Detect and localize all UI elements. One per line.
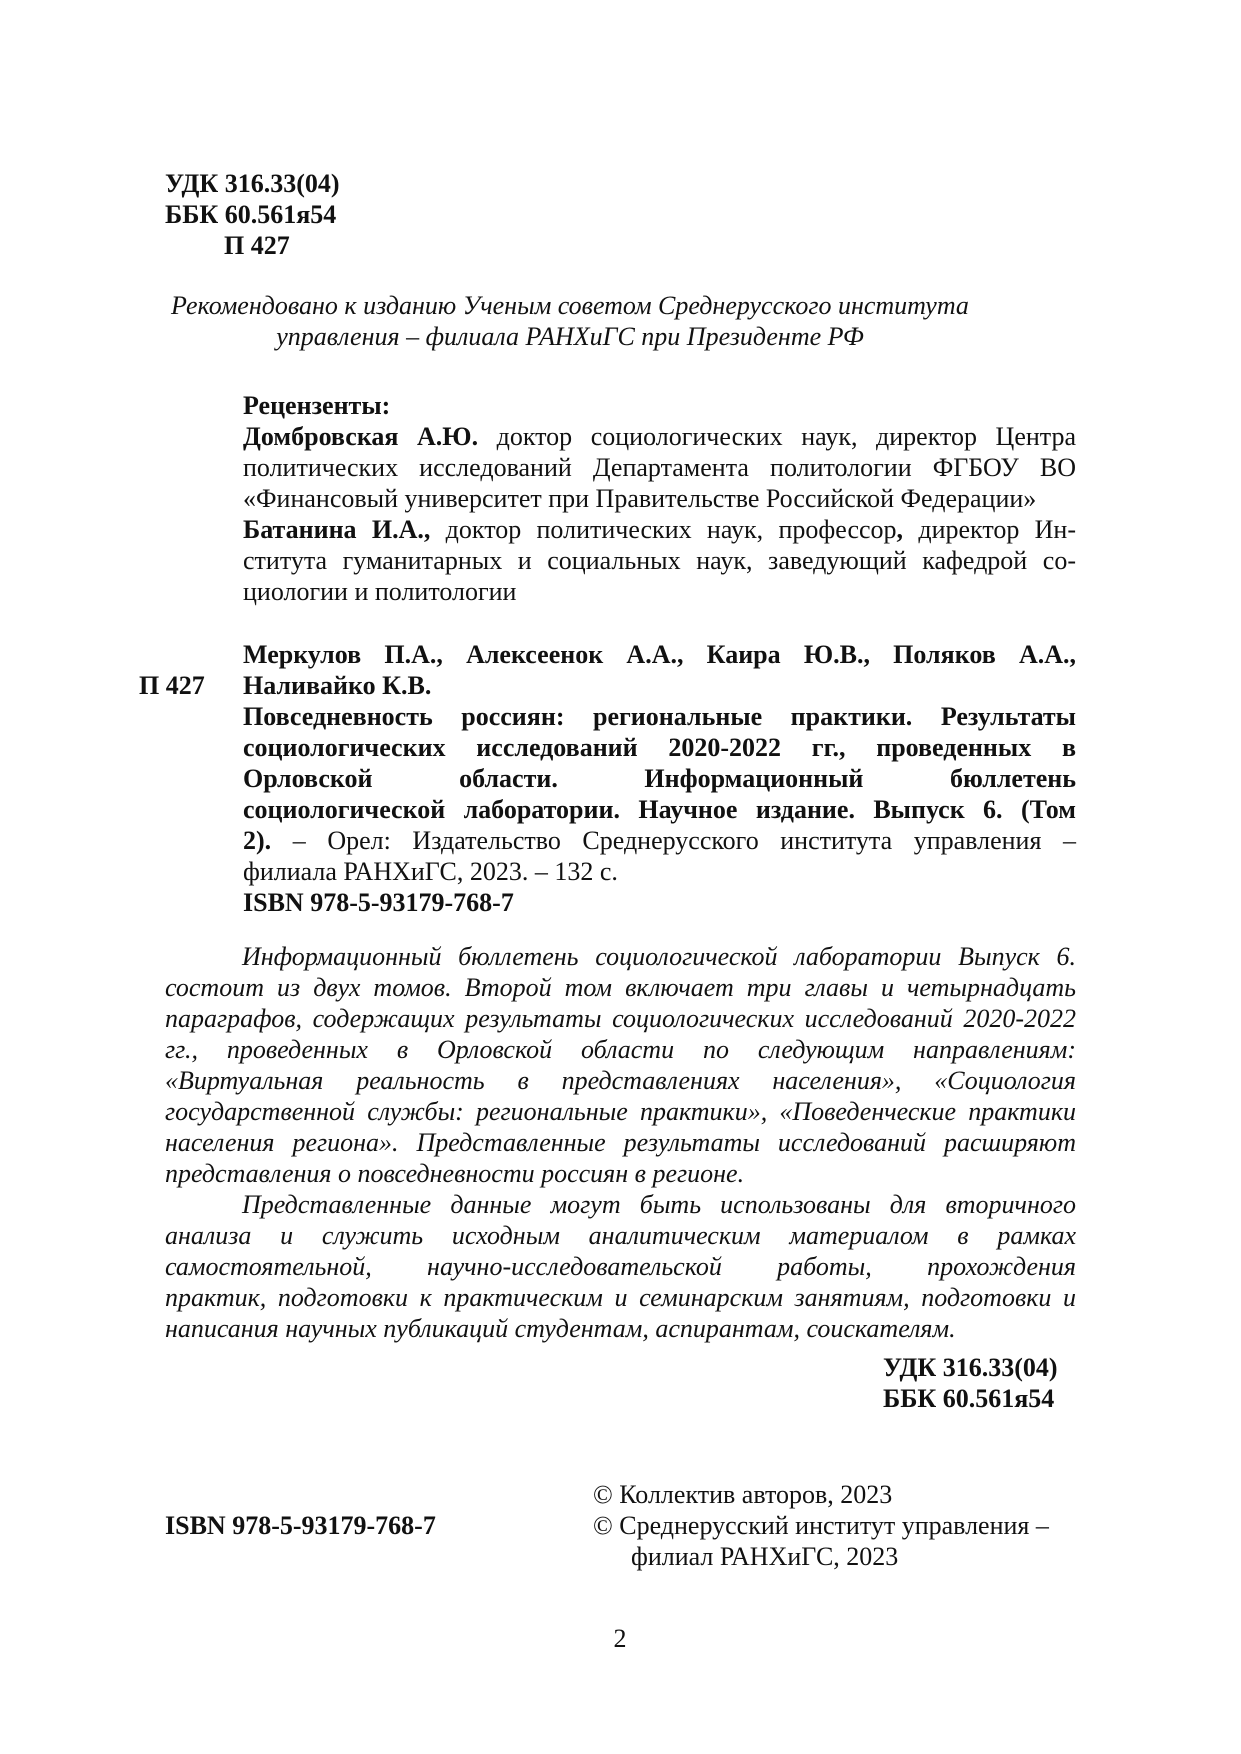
recommendation-note	[150, 290, 990, 352]
abstract-line: практик, подготовки к практическим и семинарским занятиям, подготовки и	[165, 1283, 1076, 1312]
bottom-bbk-code: ББК 60.561я54	[883, 1384, 1055, 1413]
reviewer-line: «Финансовый университет при Правительстве Российской Федерации»	[243, 484, 1037, 513]
reviewer-comma: ,	[896, 515, 904, 544]
bib-title: 2).	[243, 826, 272, 855]
bib-title: Повседневность россиян: региональные практики. Результаты	[243, 702, 1076, 731]
bib-title: социологической лаборатории. Научное издание. Выпуск 6. (Том	[243, 795, 1076, 824]
abstract-line: населения региона». Представленные результаты исследований расширяют	[165, 1128, 1076, 1157]
abstract-line: написания научных публикаций студентам, аспирантам, соискателям.	[165, 1314, 956, 1343]
bibliographic-record	[243, 639, 1076, 918]
reviewers-block	[243, 421, 1076, 607]
reviewer-name: Домбровская А.Ю.	[243, 422, 479, 451]
copyright-institute: © Среднерусский институт управления –	[593, 1511, 1049, 1540]
abstract-line: «Виртуальная реальность в представлениях населения», «Социология	[165, 1066, 1076, 1095]
bib-authors: Меркулов П.А., Алексеенок А.А., Каира Ю.В., Поляков А.А.,	[243, 640, 1076, 669]
abstract-line: Информационный бюллетень социологической лаборатории Выпуск 6.	[242, 942, 1076, 971]
copyright-institute: филиал РАНХиГС, 2023	[631, 1542, 899, 1571]
reviewer-line	[243, 421, 1076, 452]
bib-title: Орловской области. Информационный бюллетень	[243, 764, 1076, 793]
bib-authors: Наливайко К.В.	[243, 671, 432, 700]
bib-publication: филиала РАНХиГС, 2023. – 132 с.	[243, 857, 618, 886]
reviewer-line: политических исследований Департамента политологии ФГБОУ ВО	[243, 453, 1076, 482]
bbk-code: ББК 60.561я54	[165, 200, 337, 229]
abstract	[165, 941, 1076, 1344]
recommendation-line: Рекомендовано к изданию Ученым советом Среднерусского института	[171, 291, 969, 320]
reviewer-text: директор Ин-	[918, 515, 1076, 544]
recommendation-line: управления – филиала РАНХиГС при Президенте РФ	[276, 322, 864, 351]
reviewer-text: доктор социологических наук, директор Центра	[496, 422, 1077, 451]
abstract-line: самостоятельной, научно-исследовательской работы, прохождения	[165, 1252, 1076, 1281]
reviewer-line: циологии и политологии	[243, 577, 517, 606]
abstract-line: параграфов, содержащих результаты социологических исследований 2020-2022	[165, 1004, 1076, 1033]
abstract-line: Представленные данные могут быть использованы для вторичного	[242, 1190, 1076, 1219]
reviewers-heading: Рецензенты:	[243, 391, 391, 420]
abstract-line: государственной службы: региональные практики», «Поведенческие практики	[165, 1097, 1076, 1126]
abstract-line: представления о повседневности россиян в регионе.	[165, 1159, 745, 1188]
reviewer-text: доктор политических наук, профессор	[445, 515, 897, 544]
abstract-line: анализа и служить исходным аналитическим материалом в рамках	[165, 1221, 1076, 1250]
bib-title: социологических исследований 2020-2022 гг., проведенных в	[243, 733, 1076, 762]
page-number: 2	[613, 1624, 627, 1653]
bib-publication	[243, 825, 1076, 856]
reviewer-name: Батанина И.А.,	[243, 515, 431, 544]
bib-publication-text: – Орел: Издательство Среднерусского института управления –	[292, 826, 1076, 855]
bib-code: П 427	[139, 671, 205, 700]
abstract-line: состоит из двух томов. Второй том включает три главы и четырнадцать	[165, 973, 1076, 1002]
udk-code: УДК 316.33(04)	[165, 169, 340, 198]
abstract-line: гг., проведенных в Орловской области по следующим направлениям:	[165, 1035, 1076, 1064]
copyright-authors: © Коллектив авторов, 2023	[593, 1480, 893, 1509]
reviewer-line	[243, 514, 1076, 545]
bib-isbn: ISBN 978-5-93179-768-7	[243, 888, 514, 917]
bottom-udk-code: УДК 316.33(04)	[883, 1353, 1058, 1382]
reviewer-line: ститута гуманитарных и социальных наук, заведующий кафедрой со-	[243, 546, 1076, 575]
author-mark-code: П 427	[224, 231, 290, 260]
footer-isbn: ISBN 978-5-93179-768-7	[165, 1511, 436, 1540]
